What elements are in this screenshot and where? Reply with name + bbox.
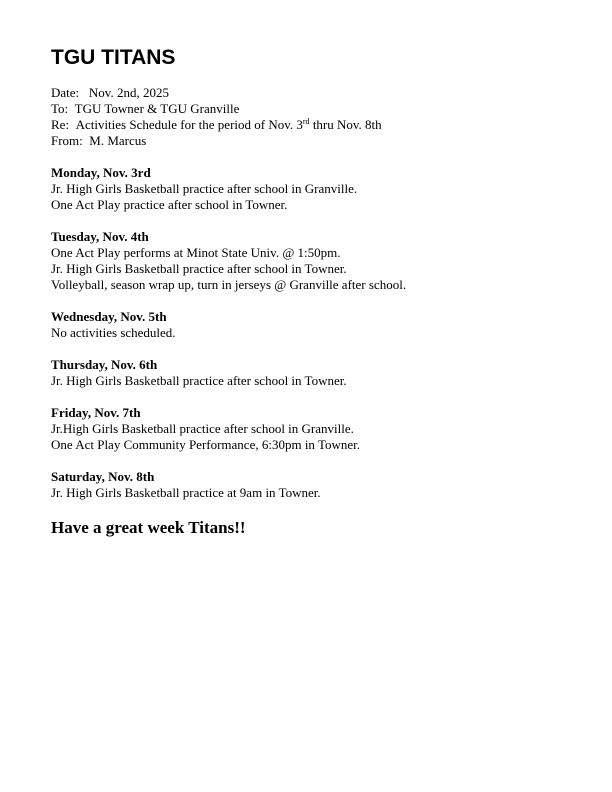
day-heading: Friday, Nov. 7th <box>51 405 141 420</box>
memo-re-value-start: Activities Schedule for the period of Nov. 3 <box>75 117 303 132</box>
day-heading: Saturday, Nov. 8th <box>51 469 155 484</box>
activity-line: Volleyball, season wrap up, turn in jerseys @ Granville after school. <box>51 277 407 292</box>
schedule-day-tuesday <box>51 229 591 293</box>
day-heading: Wednesday, Nov. 5th <box>51 309 167 324</box>
activity-line: One Act Play Community Performance, 6:30pm in Towner. <box>51 437 361 452</box>
memo-header <box>51 85 591 149</box>
document-title: TGU TITANS <box>51 46 176 69</box>
activity-line: One Act Play performs at Minot State Univ. @ 1:50pm. <box>51 245 341 260</box>
memo-to-value: TGU Towner & TGU Granville <box>74 101 240 116</box>
memo-re-line <box>51 117 591 133</box>
schedule-day-thursday <box>51 357 591 389</box>
day-heading: Monday, Nov. 3rd <box>51 165 151 180</box>
day-heading: Tuesday, Nov. 4th <box>51 229 149 244</box>
activity-line: One Act Play practice after school in Towner. <box>51 197 288 212</box>
memo-re-label: Re: <box>51 117 70 132</box>
activity-line: Jr.High Girls Basketball practice after school in Granville. <box>51 421 354 436</box>
document-page <box>51 45 591 539</box>
activity-line: No activities scheduled. <box>51 325 176 340</box>
memo-from-value: M. Marcus <box>89 133 147 148</box>
schedule-day-friday <box>51 405 591 453</box>
memo-date-value: Nov. 2nd, 2025 <box>88 85 169 100</box>
activity-line: Jr. High Girls Basketball practice after school in Towner. <box>51 261 347 276</box>
memo-to-line <box>51 101 591 117</box>
memo-to-label: To: <box>51 101 69 116</box>
activity-line: Jr. High Girls Basketball practice after school in Granville. <box>51 181 358 196</box>
memo-from-label: From: <box>51 133 83 148</box>
schedule-day-saturday <box>51 469 591 501</box>
memo-date-label: Date: <box>51 85 80 100</box>
activity-line: Jr. High Girls Basketball practice at 9am in Towner. <box>51 485 321 500</box>
schedule-day-monday <box>51 165 591 213</box>
memo-date-line <box>51 85 591 101</box>
schedule-day-wednesday <box>51 309 591 341</box>
activity-line: Jr. High Girls Basketball practice after school in Towner. <box>51 373 347 388</box>
memo-from-line <box>51 133 591 149</box>
memo-re-superscript: rd <box>302 117 310 126</box>
day-heading: Thursday, Nov. 6th <box>51 357 158 372</box>
memo-re-value-end: thru Nov. 8th <box>309 117 382 132</box>
closing-message: Have a great week Titans!! <box>51 518 246 537</box>
